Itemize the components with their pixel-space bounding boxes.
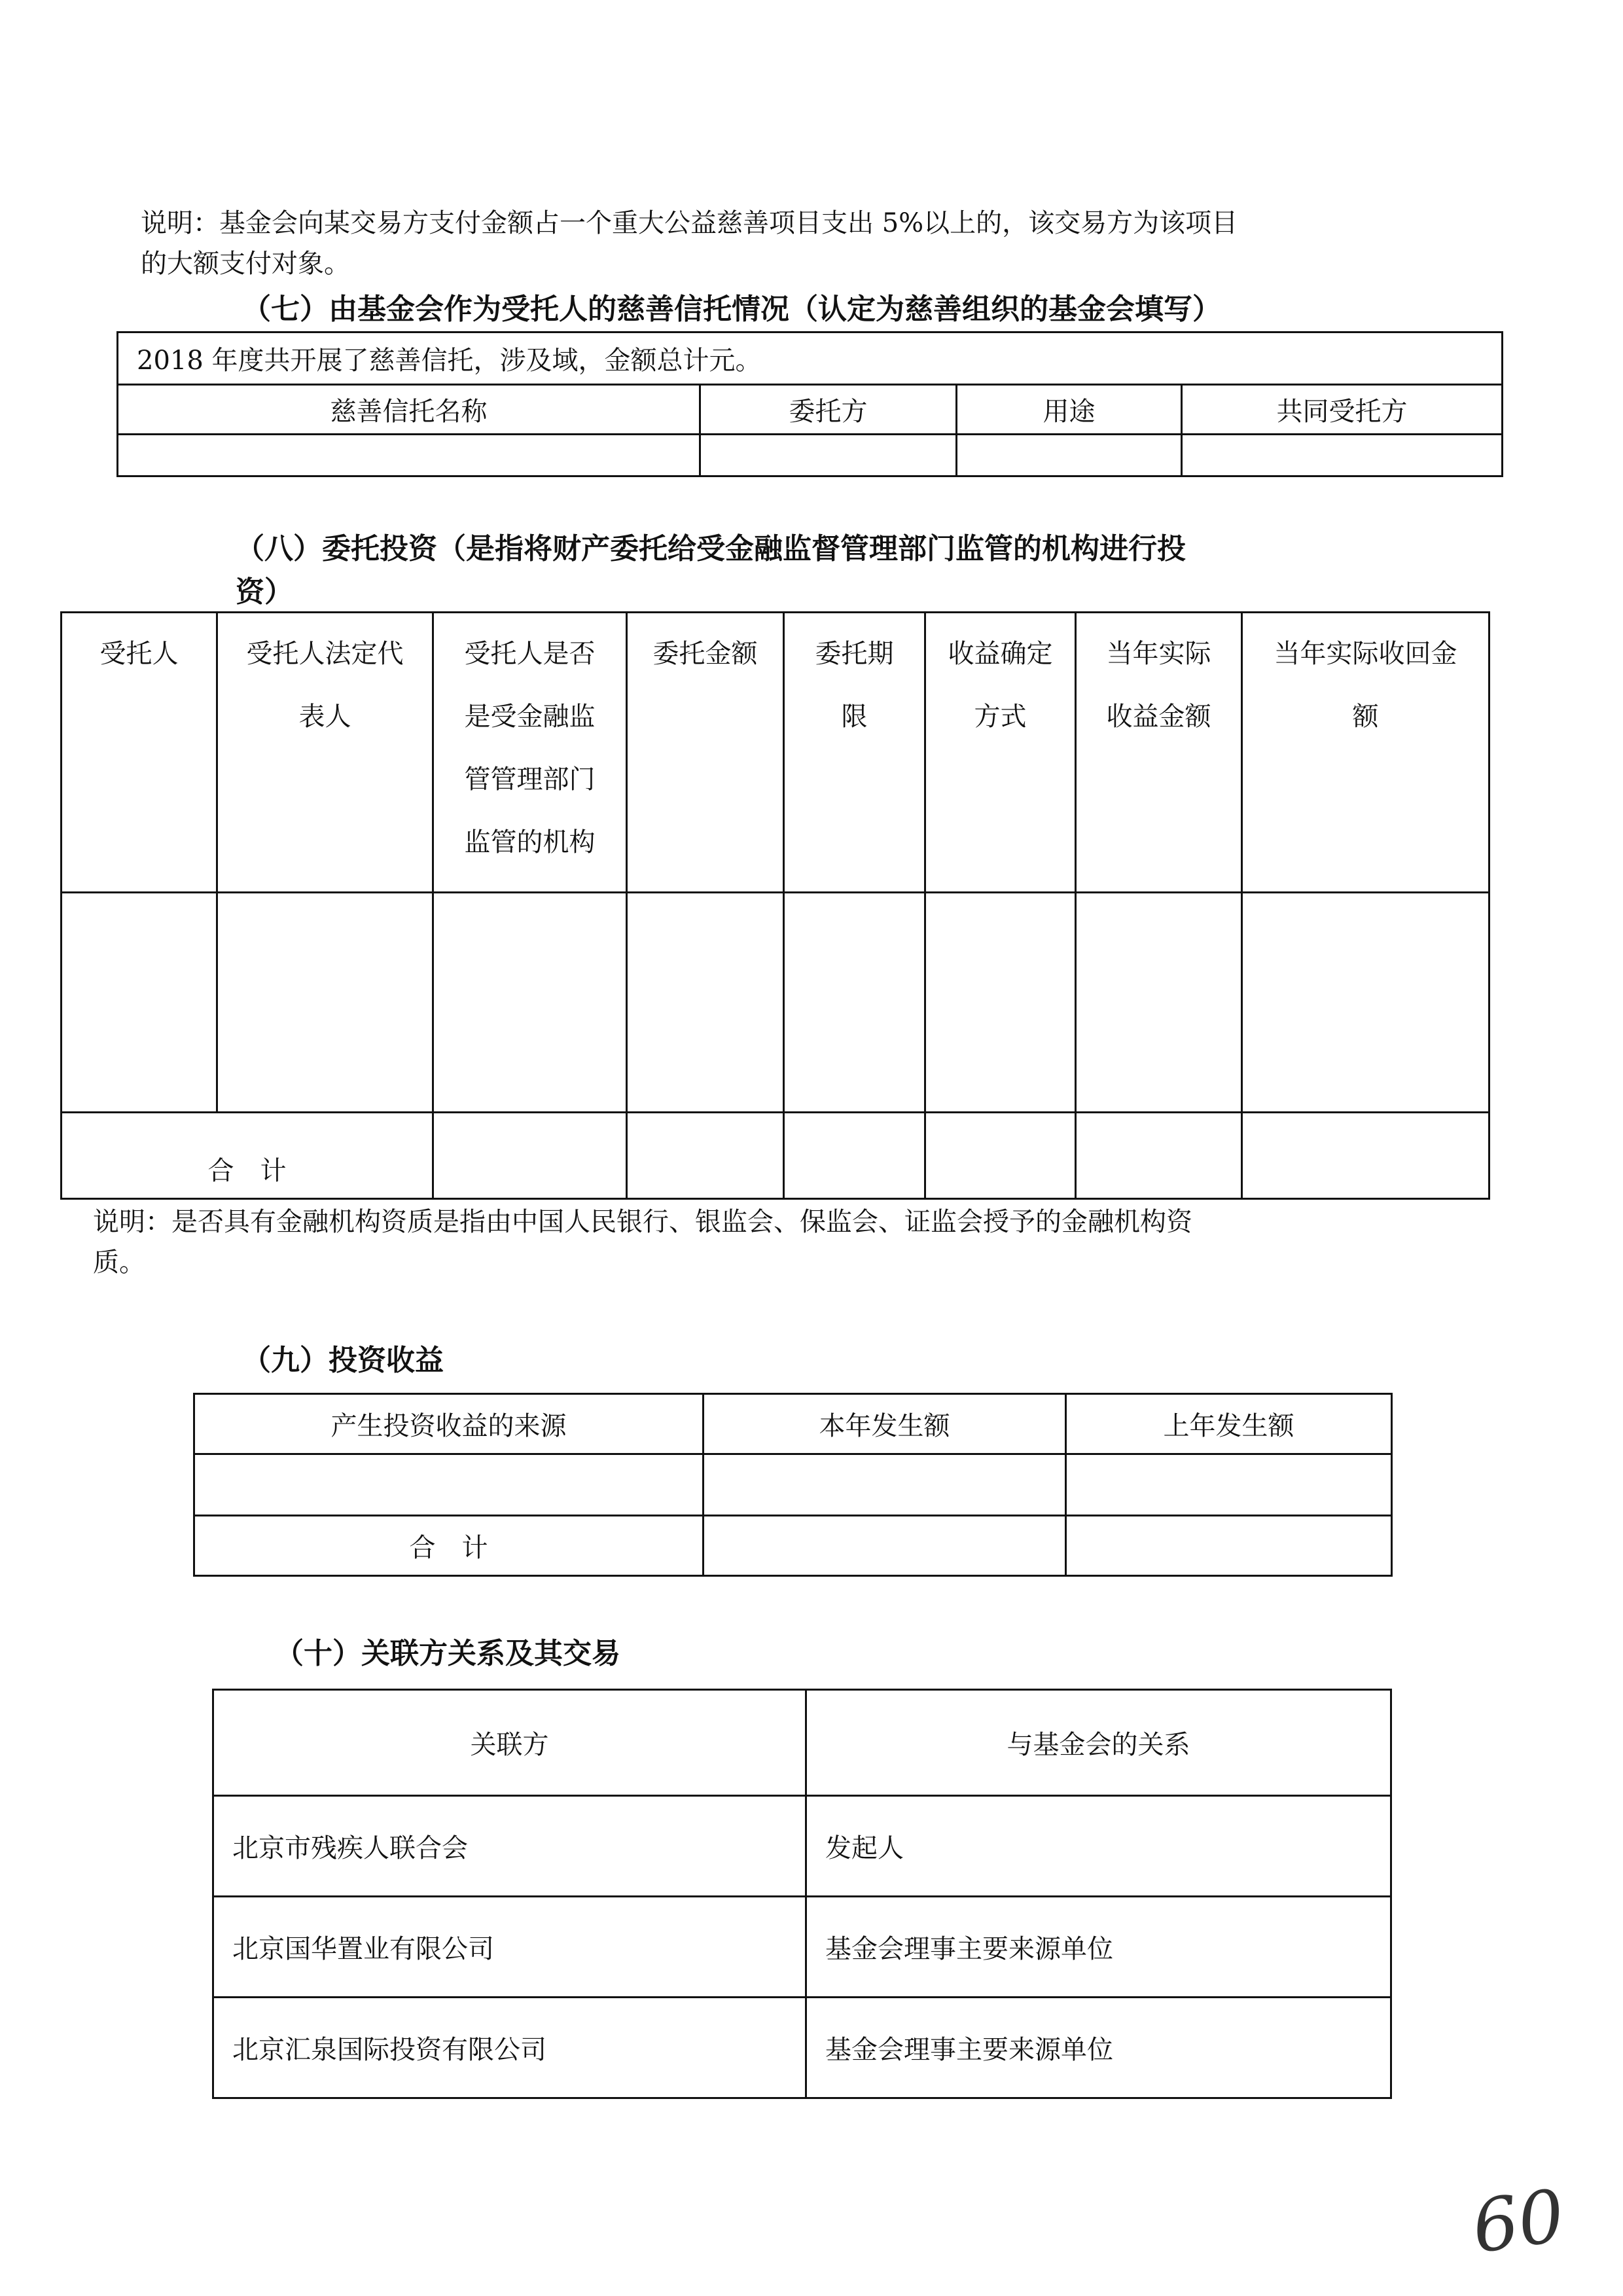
cell-empty [1182, 435, 1503, 476]
total-label: 合 计 [194, 1516, 704, 1576]
related-party-name: 北京国华置业有限公司 [213, 1897, 806, 1998]
handwritten-page-number: 60 [1467, 2173, 1570, 2270]
note-line-2: 的大额支付对象。 [141, 249, 350, 279]
cell-empty [1076, 1113, 1242, 1199]
header-related-party: 关联方 [213, 1690, 806, 1796]
section-8-title [236, 528, 1186, 614]
cell-empty [217, 893, 433, 1113]
cell-empty [1242, 893, 1489, 1113]
header-income-method [925, 613, 1076, 893]
cell-empty [784, 1113, 925, 1199]
cell-empty [62, 893, 217, 1113]
trust-summary: 2018 年度共开展了慈善信托，涉及域，金额总计元。 [118, 332, 1503, 385]
cell-empty [627, 893, 784, 1113]
header-text: 是受金融监 [464, 702, 596, 732]
header-relationship: 与基金会的关系 [806, 1690, 1391, 1796]
header-actual-income [1076, 613, 1242, 893]
cell-empty [194, 1454, 704, 1516]
header-entrusted-amount [627, 613, 784, 893]
cell-empty [925, 893, 1076, 1113]
note-line-1: 说明：是否具有金融机构资质是指由中国人民银行、银监会、保监会、证监会授予的金融机构资 [93, 1207, 1192, 1237]
header-text: 监管的机构 [464, 827, 596, 857]
table-row [213, 1796, 1391, 1897]
header-co-trustee: 共同受托方 [1182, 385, 1503, 435]
related-party-relation: 基金会理事主要来源单位 [806, 1998, 1391, 2098]
cell-empty [957, 435, 1182, 476]
header-trust-name: 慈善信托名称 [118, 385, 700, 435]
header-legal-representative [217, 613, 433, 893]
header-text: 额 [1352, 702, 1379, 732]
cell-empty [784, 893, 925, 1113]
header-text: 受托人 [99, 639, 179, 669]
cell-empty [1066, 1516, 1392, 1576]
header-trustor: 委托方 [700, 385, 957, 435]
related-party-table [212, 1689, 1392, 2099]
entrusted-investment-table [60, 611, 1490, 1200]
related-party-relation: 基金会理事主要来源单位 [806, 1897, 1391, 1998]
header-text: 当年实际收回金 [1274, 639, 1457, 669]
related-party-name: 北京汇泉国际投资有限公司 [213, 1998, 806, 2098]
header-income-source: 产生投资收益的来源 [194, 1394, 704, 1454]
header-text: 收益确定 [948, 639, 1053, 669]
cell-empty [704, 1516, 1066, 1576]
section-9-title: （九）投资收益 [242, 1344, 444, 1377]
header-current-year: 本年发生额 [704, 1394, 1066, 1454]
section-10-title: （十）关联方关系及其交易 [275, 1637, 620, 1670]
section-8-title-line-1: （八）委托投资（是指将财产委托给受金融监督管理部门监管的机构进行投 [236, 532, 1186, 565]
header-previous-year: 上年发生额 [1066, 1394, 1392, 1454]
related-party-name: 北京市残疾人联合会 [213, 1796, 806, 1897]
related-party-relation: 发起人 [806, 1796, 1391, 1897]
header-text: 方式 [974, 702, 1027, 732]
cell-empty [433, 893, 627, 1113]
table-row [213, 1998, 1391, 2098]
charity-trust-table [116, 331, 1503, 477]
cell-empty [433, 1113, 627, 1199]
cell-empty [1242, 1113, 1489, 1199]
cell-empty [627, 1113, 784, 1199]
note-line-2: 质。 [93, 1247, 145, 1278]
cell-empty [925, 1113, 1076, 1199]
investment-income-table [193, 1393, 1393, 1577]
header-regulated-institution [433, 613, 627, 893]
header-purpose: 用途 [957, 385, 1182, 435]
section-7-title: （七）由基金会作为受托人的慈善信托情况（认定为慈善组织的基金会填写） [242, 293, 1221, 326]
header-text: 管管理部门 [464, 764, 596, 795]
header-trustee [62, 613, 217, 893]
header-text: 限 [841, 702, 868, 732]
header-text: 委托期 [815, 639, 894, 669]
cell-empty [1076, 893, 1242, 1113]
header-text: 委托金额 [652, 639, 758, 669]
header-text: 受托人是否 [464, 639, 596, 669]
header-text: 表人 [298, 702, 351, 732]
cell-empty [704, 1454, 1066, 1516]
cell-empty [700, 435, 957, 476]
header-entrusted-term [784, 613, 925, 893]
note-large-payment [141, 203, 1515, 284]
header-actual-recovered [1242, 613, 1489, 893]
cell-empty [1066, 1454, 1392, 1516]
table-row [213, 1897, 1391, 1998]
cell-empty [118, 435, 700, 476]
total-label: 合 计 [62, 1113, 433, 1199]
note-line-1: 说明：基金会向某交易方支付金额占一个重大公益慈善项目支出 5%以上的，该交易方为该项目 [141, 208, 1238, 238]
note-financial-qualification [93, 1202, 1493, 1283]
header-text: 受托人法定代 [246, 639, 404, 669]
header-text: 当年实际 [1106, 639, 1211, 669]
header-text: 收益金额 [1106, 702, 1211, 732]
section-8-title-line-2: 资） [236, 575, 293, 609]
